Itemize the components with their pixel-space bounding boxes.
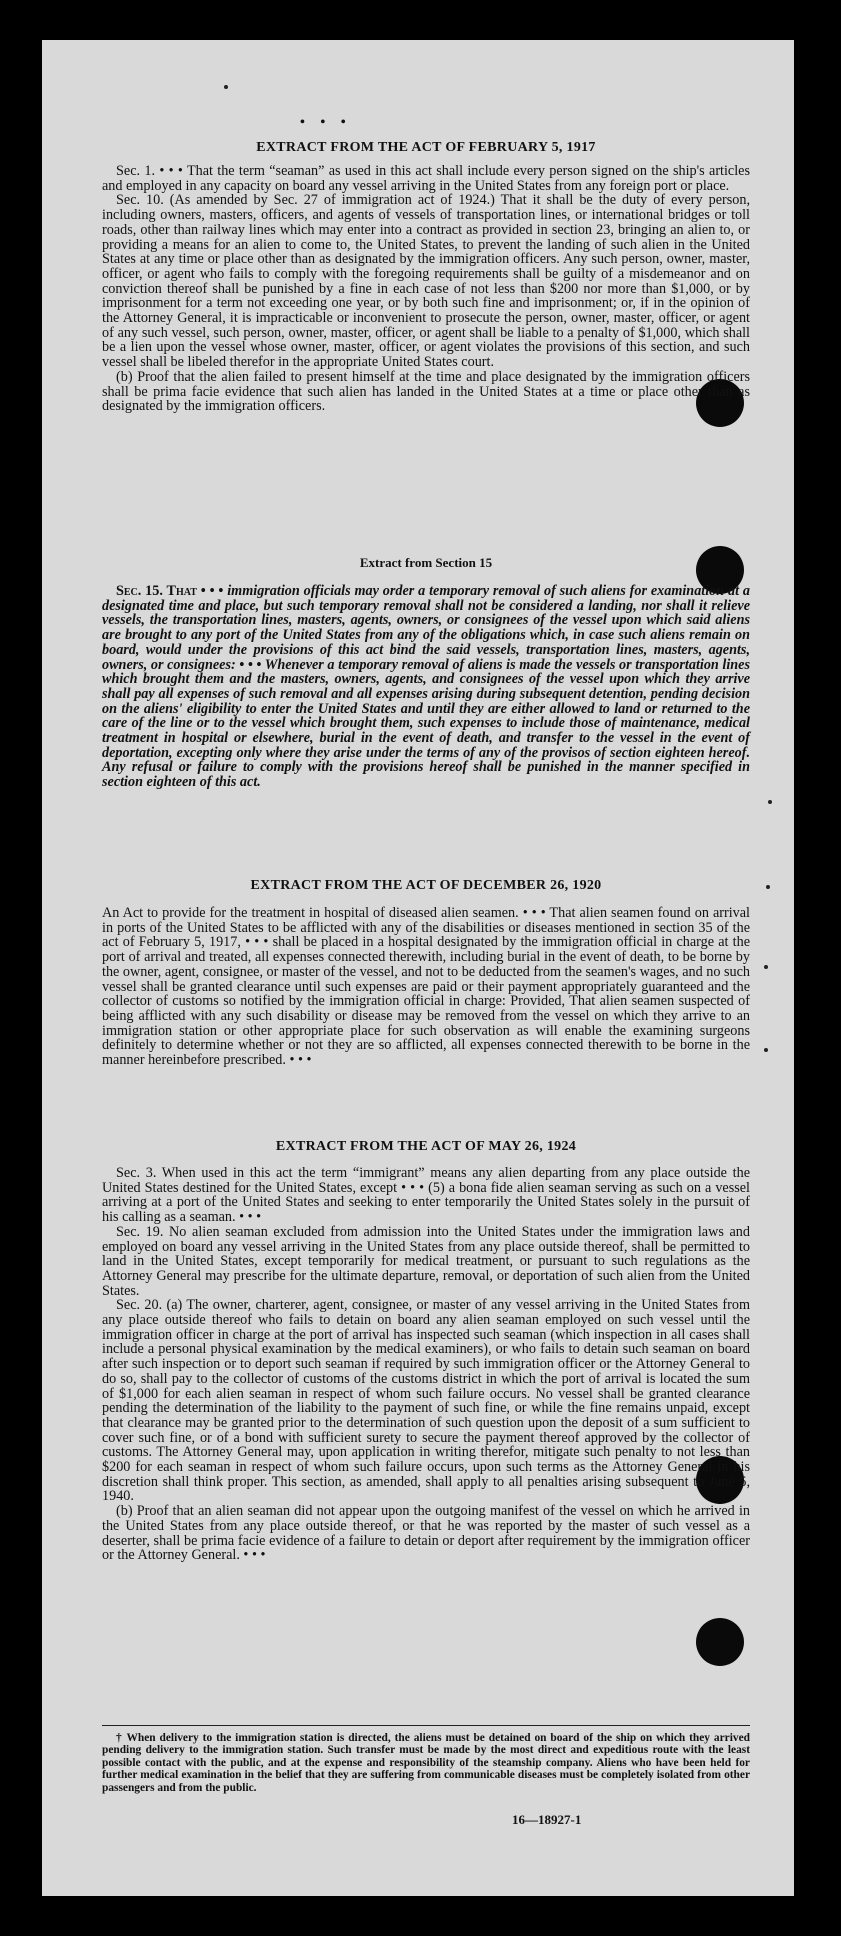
heading-act-1924: EXTRACT FROM THE ACT OF MAY 26, 1924 (275, 1139, 577, 1154)
extract-1924-section (102, 1139, 750, 1563)
document-page (42, 40, 794, 1896)
header-marks: • • • (300, 115, 352, 130)
section-3-text: Sec. 3. When used in this act the term “immigrant” means any alien departing from any place outside the United States destined for the United States, except • • • (5) a bona fide alien seaman serving as such on a vessel arriving at a port of the United States and seeking to enter temporarily the United States solely in the pursuit of his calling as a seaman. • • • (102, 1165, 750, 1226)
footnote-divider (102, 1725, 750, 1726)
section-19-text: Sec. 19. No alien seaman excluded from admission into the United States under the immigration laws and employed on board any vessel arriving in the United States from any place outside thereof, shall be permitted to land in the United States, except temporarily for medical treatment, or pursuant to such regulations as the Attorney General may prescribe for the ultimate departure, removal, or deportation of such alien from the United States. (102, 1223, 750, 1299)
speck (224, 85, 228, 89)
speck (768, 800, 772, 804)
footnote-section (102, 1732, 750, 1794)
section-1-text: Sec. 1. • • • That the term “seaman” as used in this act shall include every person signed on the ship's articles and employed in any capacity on board any vessel arriving in the United States from any foreign port or place. (102, 163, 750, 194)
section-15-body: immigration officials may order a temporary removal of such aliens for examination at a designated time and place, but such temporary removal shall not be considered a landing, nor shall it relieve vessels, the transportation lines, masters, agents, owners, or consignees of the vessel upon which said aliens are brought to any port of the United States from any of the obligations which, in case such aliens remain on board, would under the provisions of this act bind the said vessels, transportation lines, masters, agents, owners, or consignees: • • • Whenever a temporary removal of aliens is made the vessels or transportation lines which brought them and the masters, owners, agents, and consignees of the vessel upon which they arrive shall pay all expenses of such removal and all expenses arising during subsequent detention, pending decision on the aliens' eligibility to enter the United States and until they are either allowed to land or returned to the care of the line or to the vessel which brought them, such expenses to include those of maintenance, medical treatment in hospital or elsewhere, burial in the event of death, and transfer to the vessel in the event of deportation, excepting only where they arise under the terms of any of the provisos of section eighteen hereof. Any refusal or failure to comply with the provisions hereof shall be punished in the manner specified in section eighteen of this act. (102, 583, 750, 791)
section-20-text: Sec. 20. (a) The owner, charterer, agent, consignee, or master of any vessel arriving in the United States from any place outside thereof who fails to detain on board any alien seaman employed on such vessel until the immigration officer in charge at the port of arrival has inspected such seaman (which inspection in all cases shall include a personal physical examination by the medical examiners), or who fails to detain such seaman on board after such inspection or to deport such seaman if required by such immigration officer or the Attorney General to do so, shall pay to the collector of customs of the customs district in which the port of arrival is located the sum of $1,000 for each alien seaman in respect of whom such failure occurs. No vessel shall be granted clearance pending the determination of the liability to the payment of such fine, or while the fine remains unpaid, except that clearance may be granted prior to the determination of such question upon the deposit of a sum sufficient to cover such fine, or of a bond with sufficient surety to secure the payment thereof approved by the collector of customs. The Attorney General may, upon application in writing therefor, mitigate such penalty to not less than $200 for each seaman in respect of whom such failure occurs, upon such terms as the Attorney General in his discretion shall think proper. This section, as amended, shall apply to all penalties arising subsequent to June 5, 1940. (102, 1297, 750, 1505)
section-15-extract (102, 555, 750, 790)
section-20b-text: (b) Proof that an alien seaman did not appear upon the outgoing manifest of the vessel on which he arrived in the United States from any place outside thereof, or that he was reported by the master of such vessel as a deserter, shall be prima facie evidence of a failure to detain or deport after requirement by the immigration officer or the Attorney General. • • • (102, 1503, 750, 1564)
section-10-text: Sec. 10. (As amended by Sec. 27 of immigration act of 1924.) That it shall be the duty of every person, including owners, masters, officers, and agents of vessels of transportation lines, or international bridges or toll roads, other than railway lines which may enter into a contract as provided in section 23, bringing an alien to, or providing a means for an alien to come to, the United States, to prevent the landing of such alien in the United States at any time or place other than as designated by the immigration officers. Any such person, owner, master, officer, or agent who fails to comply with the foregoing requirements shall be guilty of a misdemeanor and on conviction thereof shall be punished by a fine in each case of not less than $200 nor more than $1,000, or by imprisonment for a term not exceeding one year, or by both such fine and imprisonment; or, if in the opinion of the Attorney General, it is impracticable or inconvenient to prosecute the person, owner, master, officer, or agent of any such vessel, such person, owner, master, officer, or agent shall be liable to a penalty of $1,000, which shall be a lien upon the vessel whose owner, master, officer, or agent violates the provisions of this section, and such vessel shall be libeled therefor in the appropriate United States court. (102, 192, 750, 371)
print-code: 16—18927-1 (512, 1812, 582, 1827)
extract-1920-section (102, 878, 750, 1068)
heading-act-1920: EXTRACT FROM THE ACT OF DECEMBER 26, 1920 (250, 878, 602, 893)
speck (766, 885, 770, 889)
extract-1917-section (102, 140, 750, 414)
act-1920-text: An Act to provide for the treatment in hospital of diseased alien seamen. • • • That alien seamen found on arrival in ports of the United States to be afflicted with any of the disabilities or diseases mentioned in section 35 of the act of February 5, 1917, • • • shall be placed in a hospital designated by the immigration official in charge at the port of arrival and treated, all expenses connected therewith, including burial in the event of death, to be borne by the owner, agent, consignee, or master of the vessel, and not to be deducted from the seamen's wages, and no such vessel shall be granted clearance until such expenses are paid or their payment appropriately guaranteed and the collector of customs so notified by the immigration official in charge: Provided, That alien seamen suspected of being afflicted with any such disability or disease may be removed from the vessel on which they arrive to an immigration station or other appropriate place for such observation as will enable the examining surgeons definitely to determine whether or not they are so afflicted, all expenses connected therewith to be borne in the manner hereinbefore prescribed. • • • (102, 905, 750, 1069)
section-10b-text: (b) Proof that the alien failed to present himself at the time and place designated by the immigration officers shall be prima facie evidence that such alien has landed in the United States at a time or place other than as designated by the immigration officers. (102, 368, 750, 415)
section-15-lead: Sec. 15. That • • • (116, 583, 224, 599)
section-15-text (102, 584, 750, 790)
heading-section-15: Extract from Section 15 (359, 555, 493, 570)
speck (764, 1048, 768, 1052)
punch-hole-4 (696, 1618, 744, 1666)
heading-act-1917: EXTRACT FROM THE ACT OF FEBRUARY 5, 1917 (256, 140, 596, 155)
speck (764, 965, 768, 969)
footnote-text: † When delivery to the immigration station is directed, the aliens must be detained on board of the ship on which they arrived pending delivery to the immigration station. Such transfer must be made by the most direct and expeditious route with the least possible contact with the public, and at the expense and responsibility of the steamship company. Aliens who have been held for further medical examination in the belief that they are suffering from communicable diseases must be completely isolated from other passengers and from the public. (102, 1732, 750, 1794)
